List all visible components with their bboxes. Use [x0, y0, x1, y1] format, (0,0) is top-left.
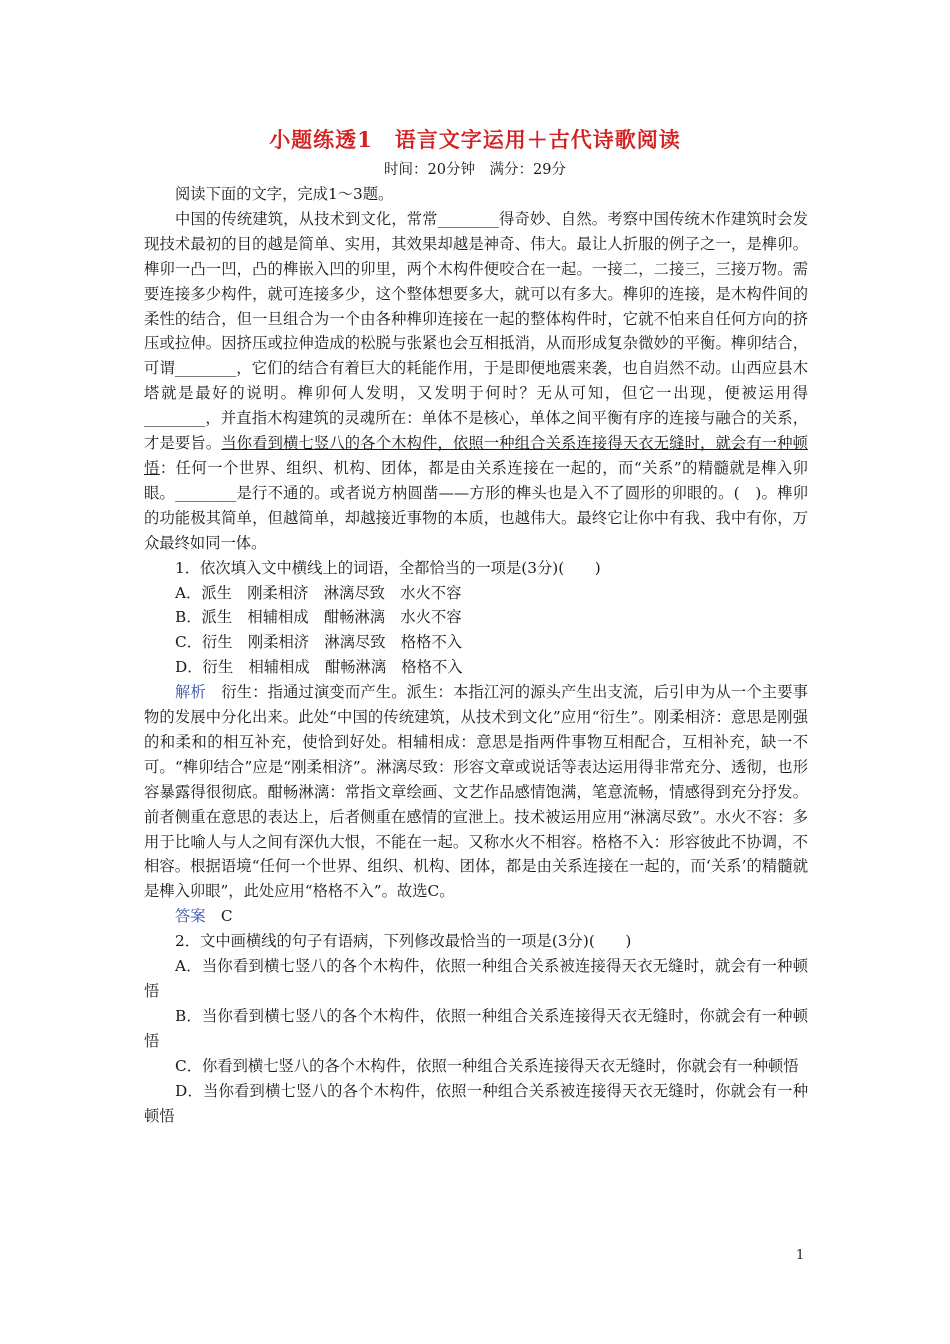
question-2-option-c: C．你看到横七竖八的各个木构件，依照一种组合关系连接得天衣无缝时，你就会有一种顿悟: [175, 1056, 799, 1075]
question-1-option-c: C．衍生 刚柔相济 淋漓尽致 格格不入: [175, 633, 463, 652]
page-number: 1: [796, 1248, 805, 1263]
reading-passage: [144, 207, 808, 556]
question-2-stem: 2．文中画横线的句子有语病，下列修改最恰当的一项是(3分)( ): [175, 932, 632, 951]
analysis-text: 衍生：指通过演变而产生。派生：本指江河的源头产生出支流，后引申为从一个主要事物的发展中分化出来。此处“中国的传统建筑，从技术到文化”应用“衍生”。刚柔相济：意思是刚强的和柔和的相互补充，使恰到好处。相辅相成：意思是指两件事物互相配合，互相补充，缺一不可。“榫卯结合”应是“刚柔相济”。淋漓尽致：形容文章或说话等表达运用得非常充分、透彻，也形容暴露得很彻底。酣畅淋漓：常指文章绘画、文艺作品感情饱满，笔意流畅，情感得到充分抒发。前者侧重在意思的表达上，后者侧重在感情的宣泄上。技术被运用应用“淋漓尽致”。水火不容：多用于比喻人与人之间有深仇大恨，不能在一起。又称水火不相容。格格不入：形容彼此不协调，不相容。根据语境“任何一个世界、组织、机构、团体，都是由关系连接在一起的，而‘关系’的精髓就是榫入卯眼”，此处应用“格格不入”。故选C。: [144, 683, 808, 901]
analysis-label: 解析: [175, 683, 206, 702]
question-2-option-d: D．当你看到横七竖八的各个木构件，依照一种组合关系被连接得天衣无缝时，你就会有一种顿悟: [144, 1081, 808, 1125]
answer-label: 答案: [175, 907, 206, 926]
answer-value: C: [220, 907, 233, 926]
question-1-option-b: B．派生 相辅相成 酣畅淋漓 水火不容: [175, 608, 462, 627]
document-body: [144, 182, 808, 1128]
question-1-option-a: A．派生 刚柔相济 淋漓尽致 水火不容: [175, 583, 462, 602]
underlined-sentence: 当你看到横七竖八的各个木构件，依照一种组合关系连接得天衣无缝时，就会有一种顿悟: [144, 434, 808, 477]
time-score-info: 时间：20分钟 满分：29分: [384, 162, 566, 178]
question-1-analysis: [144, 680, 808, 904]
question-1-answer: [144, 904, 808, 929]
passage-part-1: 中国的传统建筑，从技术到文化，常常________得奇妙、自然。考察中国传统木作建筑时会发现技术最初的目的越是简单、实用，其效果却越是神奇、伟大。最让人折服的例子之一，是榫卯。榫卯一凸一凹，凸的榫嵌入凹的卯里，两个木构件便咬合在一起。一接二，二接三，三接万物。需要连接多少构件，就可连接多少，这个整体想要多大，就可以有多大。榫卯的连接，是木构件间的柔性的结合，但一旦组合为一个由各种榫卯连接在一起的整体构件时，它就不怕来自任何方向的挤压或拉伸。因挤压或拉伸造成的松脱与张紧也会互相抵消，从而形成复杂微妙的平衡。榫卯结合，可谓________，它们的结合有着巨大的耗能作用，于是即便地震来袭，也自岿然不动。山西应县木塔就是最好的说明。榫卯何人发明，又发明于何时？无从可知，但它一出现，便被运用得________，并直指木构建筑的灵魂所在：单体不是核心，单体之间平衡有序的连接与融合的关系，才是要旨。: [144, 209, 808, 453]
question-1-option-d: D．衍生 相辅相成 酣畅淋漓 格格不入: [175, 658, 463, 677]
page-title: 小题练透1 语言文字运用＋古代诗歌阅读: [269, 127, 681, 152]
instruction: 阅读下面的文字，完成1～3题。: [175, 185, 394, 203]
question-2-option-b: B．当你看到横七竖八的各个木构件，依照一种组合关系连接得天衣无缝时，你就会有一种顿悟: [144, 1006, 808, 1050]
question-1-stem: 1．依次填入文中横线上的词语，全都恰当的一项是(3分)( ): [175, 558, 601, 577]
passage-part-2: ：任何一个世界、组织、机构、团体，都是由关系连接在一起的，而“关系”的精髓就是榫入卯眼。________是行不通的。或者说方枘圆凿——方形的榫头也是入不了圆形的卯眼的。( )。榫卯的功能极其简单，但越简单，却越接近事物的本质，也越伟大。最终它让你中有我、我中有你，万众最终如同一体。: [144, 458, 808, 552]
question-2-option-a: A．当你看到横七竖八的各个木构件，依照一种组合关系被连接得天衣无缝时，就会有一种顿悟: [144, 957, 808, 1000]
